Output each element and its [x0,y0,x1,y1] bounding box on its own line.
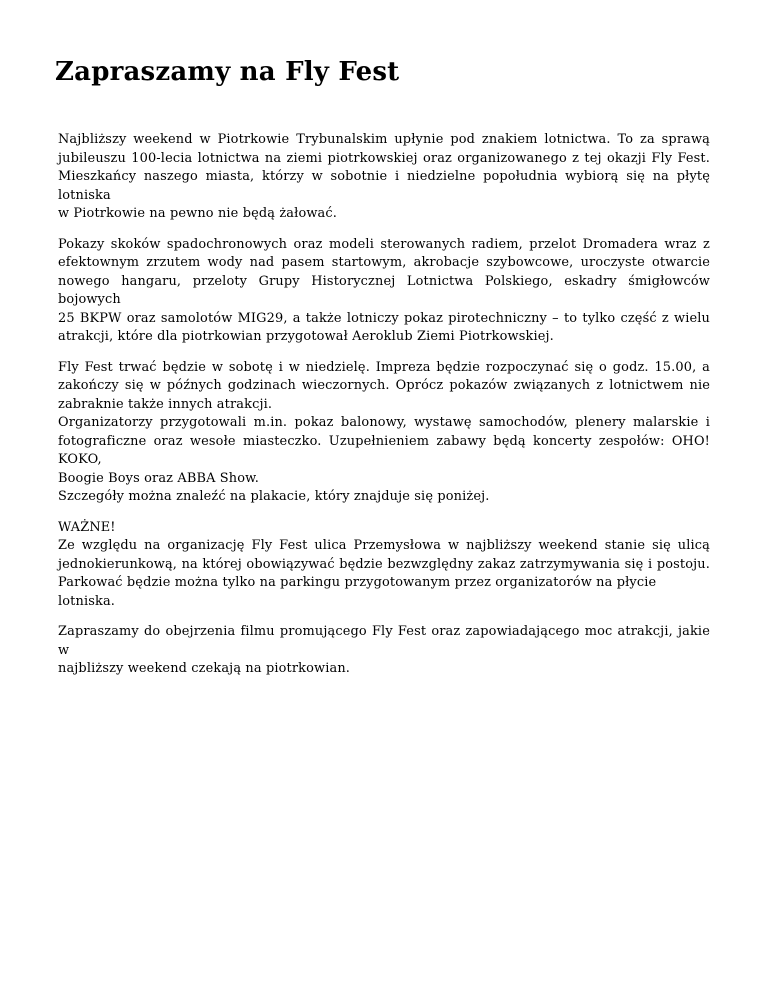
paragraph-schedule [58,359,710,507]
paragraph-line: jubileuszu 100-lecia lotnictwa na ziemi piotrkowskiej oraz organizowanego z tej okazji Fly Fest. [58,150,710,166]
paragraph-line: fotograficzne oraz wesołe miasteczko. Uzupełnieniem zabawy będą koncerty zespołów: OHO! KOKO, [58,433,710,467]
article-title: Zapraszamy na Fly Fest [55,57,400,87]
paragraph-intro [58,131,710,224]
paragraph-important-notice [58,519,710,612]
paragraph-line: Szczegóły można znaleźć na plakacie, który znajduje się poniżej. [58,489,490,504]
paragraph-line: Parkować będzie można tylko na parkingu przygotowanym przez organizatorów na płycie lotniska. [58,575,657,609]
paragraph-line: najbliższy weekend czekają na piotrkowian. [58,661,351,676]
paragraph-line: Najbliższy weekend w Piotrkowie Trybunalskim upłynie pod znakiem lotnictwa. To za sprawą [58,132,710,147]
paragraph-line: 25 BKPW oraz samolotów MIG29, a także lotniczy pokaz pirotechniczny – to tylko część z wielu [58,310,710,326]
paragraph-video-invite [58,623,710,679]
paragraph-line: Fly Fest trwać będzie w sobotę i w niedzielę. Impreza będzie rozpoczynać się o godz. 15.00, a [58,359,710,375]
paragraph-line: jednokierunkową, na której obowiązywać będzie bezwzględny zakaz zatrzymywania się i postoju. [58,556,710,572]
paragraph-line: Zapraszamy do obejrzenia filmu promującego Fly Fest oraz zapowiadającego moc atrakcji, jakie w [58,624,710,658]
paragraph-line: zabraknie także innych atrakcji. [58,396,273,412]
article-body [58,131,710,679]
paragraph-line: Ze względu na organizację Fly Fest ulica Przemysłowa w najbliższy weekend stanie się ulicą [58,538,710,553]
paragraph-line: Mieszkańcy naszego miasta, którzy w sobotnie i niedzielne popołudnia wybiorą się na płytę lotniska [58,169,710,203]
paragraph-line: zakończy się w późnych godzinach wieczornych. Oprócz pokazów związanych z lotnictwem nie [58,378,710,393]
paragraph-attractions [58,236,710,347]
paragraph-line: nowego hangaru, przeloty Grupy Historycznej Lotnictwa Polskiego, eskadry śmigłowców bojowych [58,273,710,307]
paragraph-line: Boogie Boys oraz ABBA Show. [58,470,260,486]
paragraph-line: efektownym zrzutem wody nad pasem startowym, akrobacje szybowcowe, uroczyste otwarcie [58,255,710,270]
paragraph-line: Pokazy skoków spadochronowych oraz modeli sterowanych radiem, przelot Dromadera wraz z [58,236,710,252]
notice-heading: WAŻNE! [58,519,116,535]
paragraph-line: atrakcji, które dla piotrkowian przygotował Aeroklub Ziemi Piotrkowskiej. [58,329,554,344]
paragraph-line: Organizatorzy przygotowali m.in. pokaz balonowy, wystawę samochodów, plenery malarskie i [58,415,710,430]
paragraph-line: w Piotrkowie na pewno nie będą żałować. [58,206,338,221]
